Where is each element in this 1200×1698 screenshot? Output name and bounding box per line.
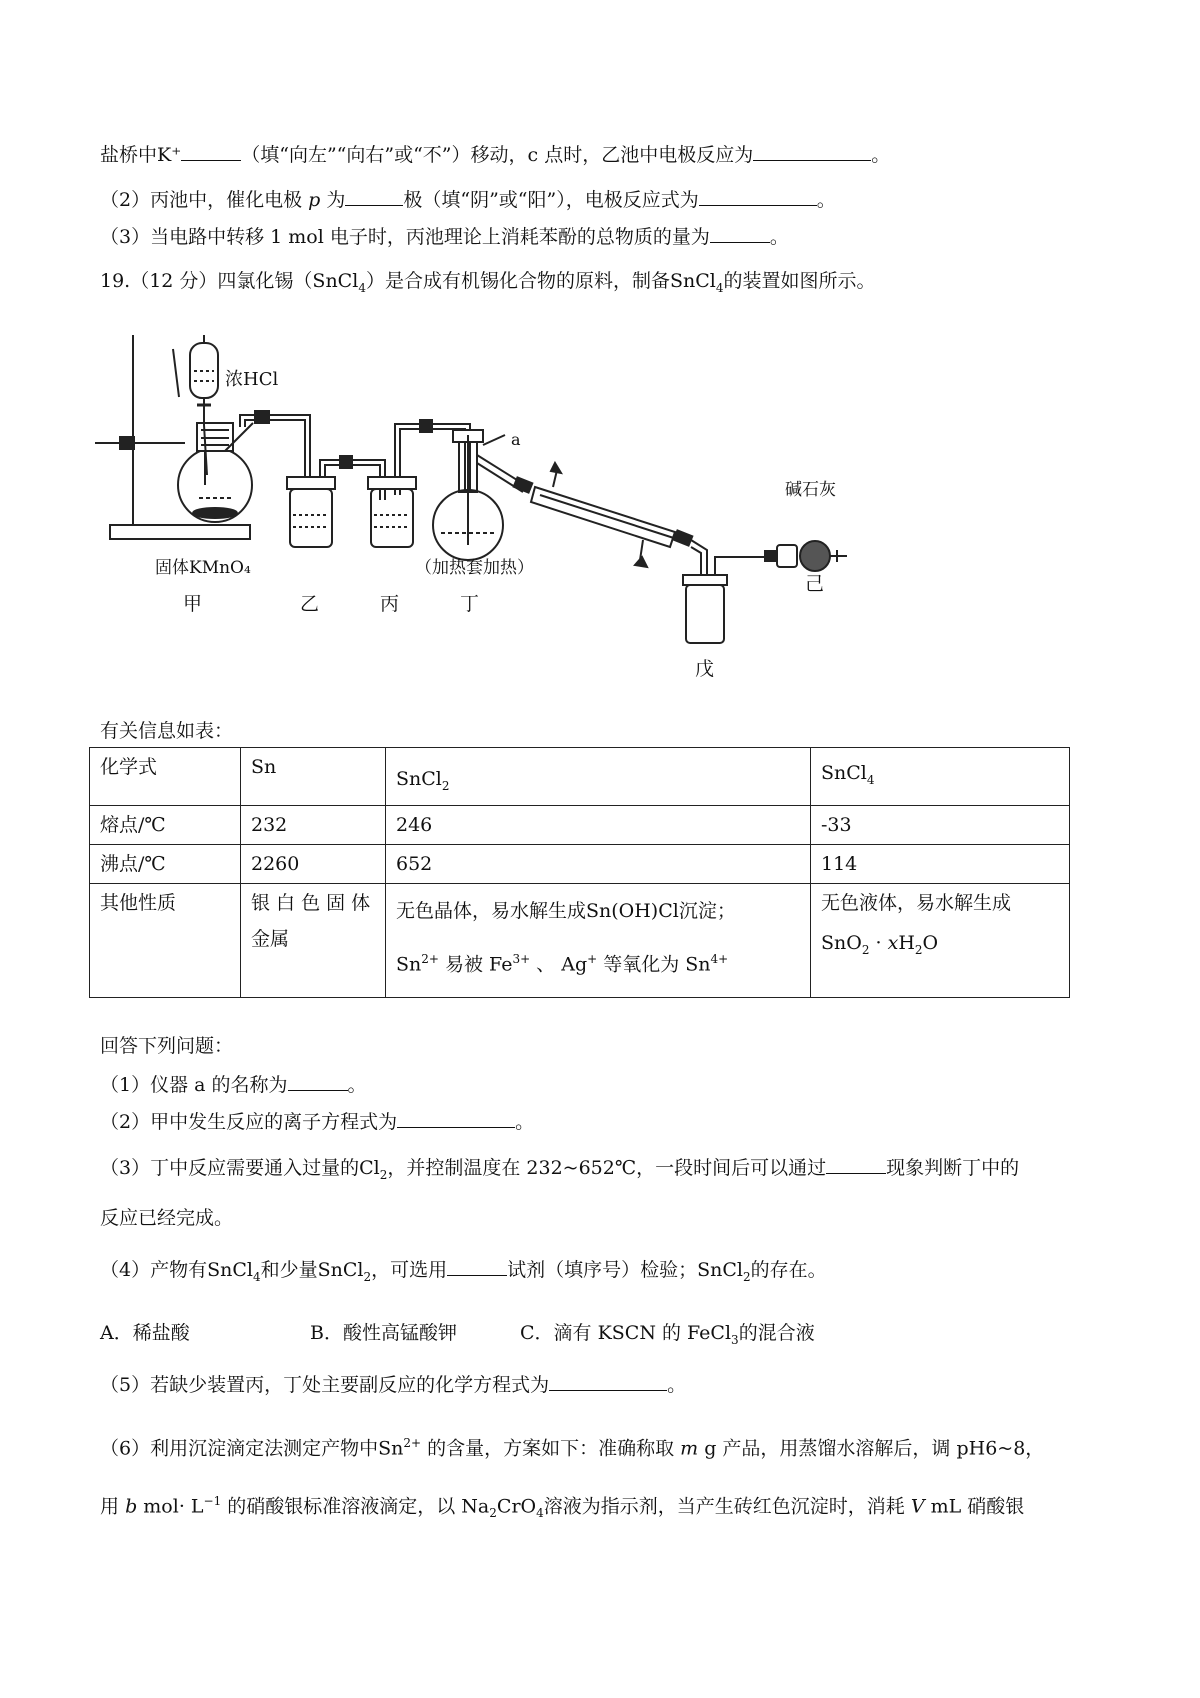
question-6-continued: 用 b $mol\cdot L^{-1}$ 的硝酸银标准溶液滴定，以 $Na_2CrO_4$溶液为指示剂，当产生砖红色沉淀时，消耗 V mL 硝酸银 bbox=[100, 1494, 1025, 1521]
table-header-row bbox=[90, 748, 1070, 806]
wash-bottle-bing bbox=[368, 477, 416, 547]
flask-ding bbox=[433, 430, 525, 560]
table-cell: 232 bbox=[241, 806, 386, 845]
label-yi: 乙 bbox=[300, 593, 320, 615]
answer-blank[interactable] bbox=[447, 1255, 507, 1276]
option-a[interactable]: A．稀盐酸 bbox=[100, 1322, 190, 1344]
option-c[interactable]: C．滴有 KSCN 的 FeCl$_3$的混合液 bbox=[520, 1322, 815, 1347]
table-cell: 2260 bbox=[241, 845, 386, 884]
question-4-options bbox=[100, 1320, 815, 1353]
kmno4-solid bbox=[193, 508, 237, 518]
answer-blank[interactable] bbox=[826, 1153, 886, 1174]
table-cell: 沸点/℃ bbox=[90, 845, 241, 884]
answer-blank[interactable] bbox=[288, 1070, 348, 1091]
table-cell: SnCl$_4$ bbox=[811, 748, 1070, 806]
label-a: a bbox=[511, 430, 521, 449]
table-row bbox=[90, 845, 1070, 884]
question-6: （6）利用沉淀滴定法测定产物中$Sn^{2+}$ 的含量，方案如下：准确称取 m g 产品，用蒸馏水溶解后，调 pH6~8， bbox=[100, 1436, 1045, 1460]
question-2-bing-pool: （2）丙池中，催化电极 p 为 极（填“阴”或“阳”），电极反应式为 。 bbox=[100, 185, 836, 213]
answer-blank[interactable] bbox=[710, 222, 770, 243]
apparatus-diagram bbox=[95, 335, 955, 710]
drying-tube-ji bbox=[765, 541, 847, 571]
table-cell: 无色晶体，易水解生成Sn(OH)Cl沉淀； $Sn^{2+}$ 易被 $Fe^{3+}$ 、 Ag+ 等氧化为 $Sn^{4+}$ bbox=[386, 884, 811, 998]
wash-bottle-yi bbox=[287, 477, 335, 547]
answer-blank[interactable] bbox=[181, 140, 241, 161]
question-3: （3）丁中反应需要通入过量的$Cl_2$，并控制温度在 232~652℃，一段时间后可以通过 现象判断丁中的 bbox=[100, 1153, 1019, 1188]
table-cell: SnCl$_2$ bbox=[386, 748, 811, 806]
label-kmno4: 固体KMnO₄ bbox=[155, 558, 251, 578]
answer-blank[interactable] bbox=[397, 1107, 515, 1128]
answer-blank[interactable] bbox=[699, 185, 817, 206]
flask-jia bbox=[178, 423, 253, 522]
table-cell: 114 bbox=[811, 845, 1070, 884]
label-bing: 丙 bbox=[380, 593, 400, 615]
question-5: （5）若缺少装置丙，丁处主要副反应的化学方程式为 。 bbox=[100, 1370, 686, 1398]
table-cell: 246 bbox=[386, 806, 811, 845]
answer-blank[interactable] bbox=[753, 140, 871, 161]
answer-blank[interactable] bbox=[345, 185, 403, 206]
label-ji: 己 bbox=[805, 573, 825, 595]
table-cell: 银 白 色 固 体 金属 bbox=[241, 884, 386, 998]
property-table bbox=[89, 747, 1070, 998]
question-3-continued: 反应已经完成。 bbox=[100, 1207, 234, 1229]
label-wu: 戊 bbox=[695, 658, 715, 680]
option-b[interactable]: B．酸性高锰酸钾 bbox=[310, 1322, 457, 1344]
question-4: （4）产物有SnCl$_4$和少量SnCl$_2$，可选用 试剂（填序号）检验；SnCl$_2$的存在。 bbox=[100, 1255, 827, 1290]
table-cell: -33 bbox=[811, 806, 1070, 845]
label-soda-lime: 碱石灰 bbox=[785, 480, 836, 500]
table-cell: 无色液体，易水解生成 $SnO_2 \cdot xH_2O$ bbox=[811, 884, 1070, 998]
text-line-salt-bridge: 盐桥中K⁺ （填“向左”“向右”或“不”）移动，c 点时，乙池中电极反应为 。 bbox=[100, 140, 890, 168]
table-cell: 652 bbox=[386, 845, 811, 884]
table-cell: 其他性质 bbox=[90, 884, 241, 998]
label-ding: 丁 bbox=[460, 593, 480, 615]
table-cell: Sn bbox=[241, 748, 386, 806]
table-row bbox=[90, 884, 1070, 998]
label-jia: 甲 bbox=[183, 593, 203, 615]
answer-intro: 回答下列问题： bbox=[100, 1035, 234, 1057]
label-heat-mantle: （加热套加热） bbox=[415, 558, 534, 578]
question-1: （1）仪器 a 的名称为 。 bbox=[100, 1070, 367, 1098]
answer-blank[interactable] bbox=[549, 1370, 667, 1391]
table-row bbox=[90, 806, 1070, 845]
table-intro: 有关信息如表： bbox=[100, 720, 234, 742]
condenser bbox=[514, 463, 707, 575]
question-19-heading: 19.（12 分）四氯化锡（SnCl$_4$）是合成有机锡化合物的原料，制备SnCl$_4$的装置如图所示。 bbox=[100, 270, 876, 295]
table-cell: 熔点/℃ bbox=[90, 806, 241, 845]
question-2: （2）甲中发生反应的离子方程式为 。 bbox=[100, 1107, 534, 1135]
collector-bottle-wu bbox=[683, 557, 765, 643]
label-conc-hcl: 浓HCl bbox=[225, 369, 279, 390]
table-cell: 化学式 bbox=[90, 748, 241, 806]
question-3-phenol: （3）当电路中转移 1 mol 电子时，丙池理论上消耗苯酚的总物质的量为 。 bbox=[100, 222, 789, 250]
